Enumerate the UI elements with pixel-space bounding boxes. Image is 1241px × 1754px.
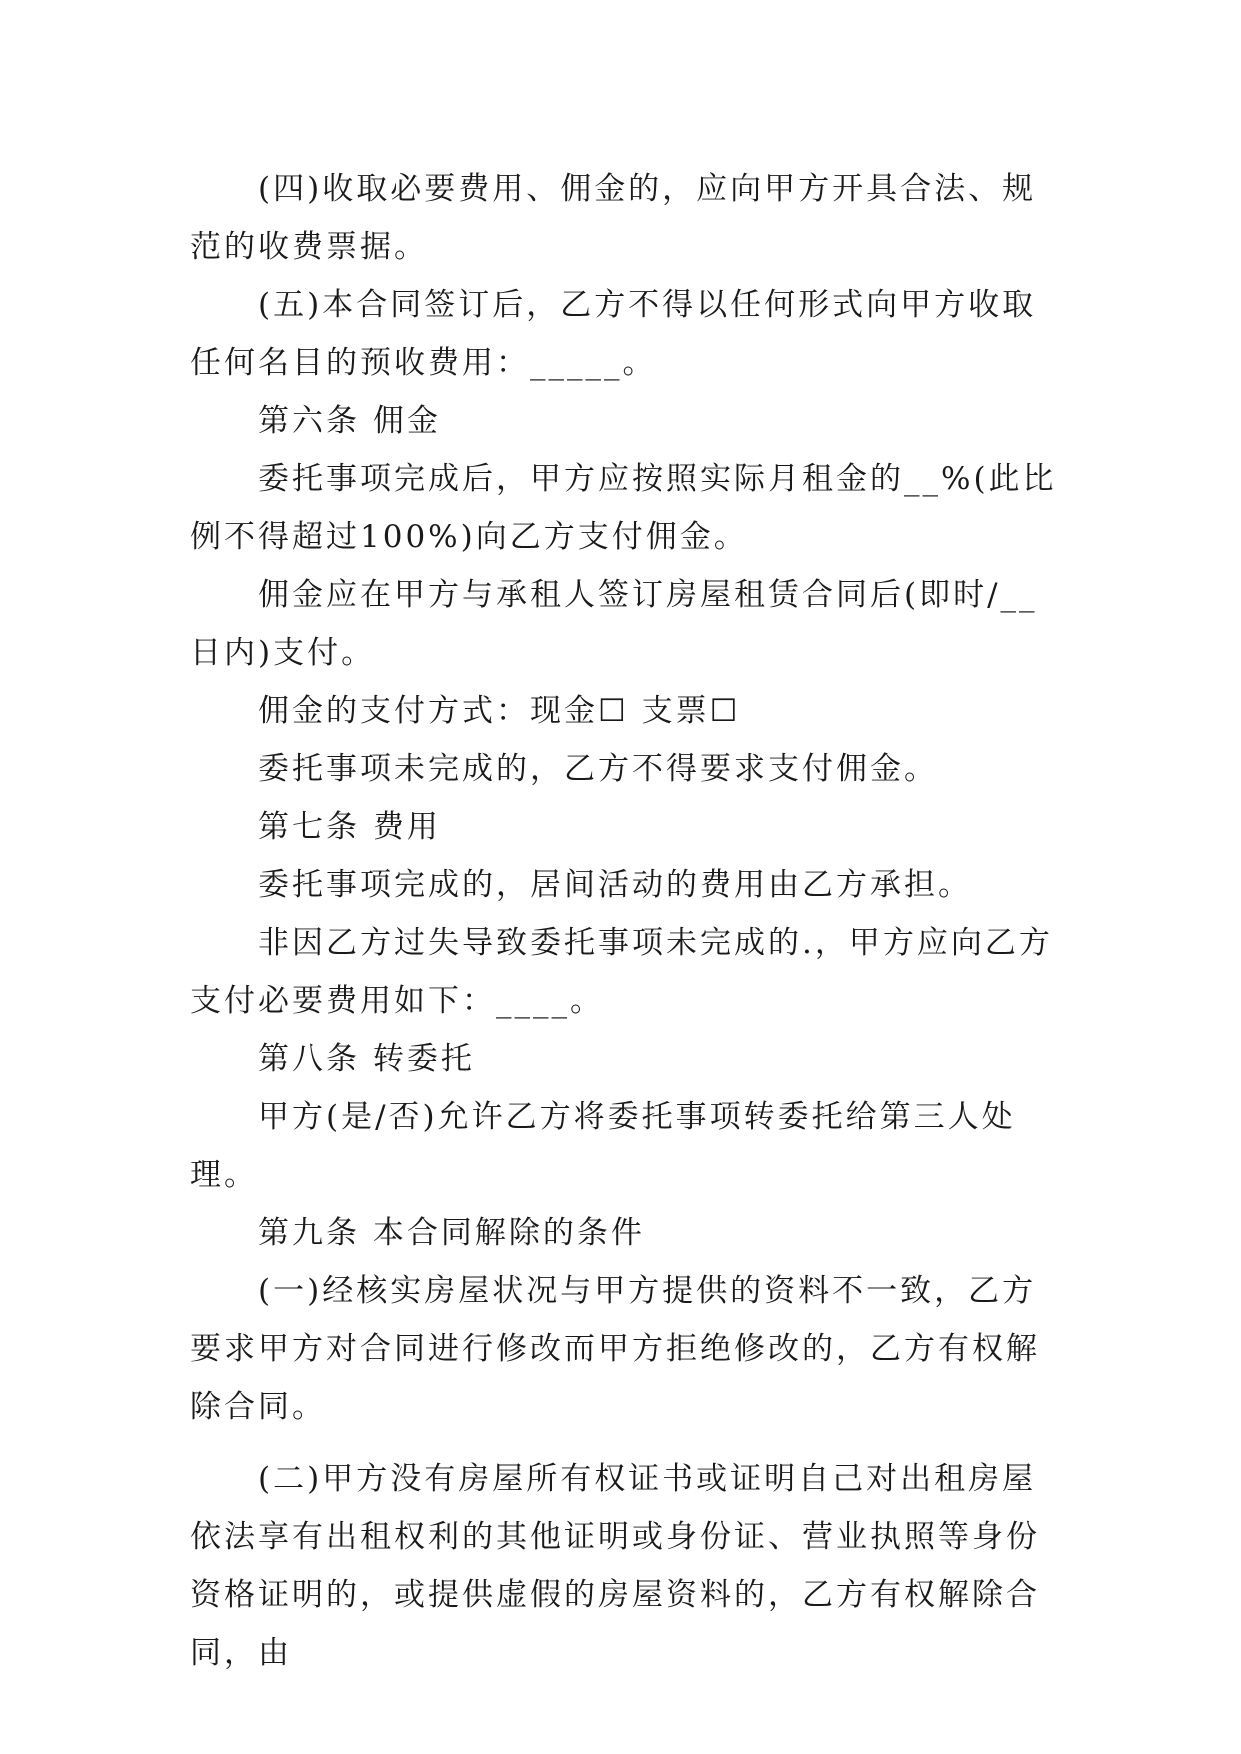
paragraph-payment-method: 佣金的支付方式：现金☐ 支票☐	[258, 693, 741, 729]
paragraph-clause-4-receipts: (四)收取必要费用、佣金的，应向甲方开具合法、规范的收费票据。	[190, 171, 1037, 265]
paragraph-subdelegation: 甲方(是/否)允许乙方将委托事项转委托给第三人处理。	[190, 1099, 1016, 1193]
paragraph-commission-rate: 委托事项完成后，甲方应按照实际月租金的__%(此比例不得超过100%)向乙方支付佣金。	[190, 461, 1057, 555]
paragraph-termination-1: (一)经核实房屋状况与甲方提供的资料不一致，乙方要求甲方对合同进行修改而甲方拒绝修改的，乙方有权解除合同。	[190, 1273, 1040, 1425]
paragraph-expenses-completed: 委托事项完成的，居间活动的费用由乙方承担。	[258, 867, 972, 903]
paragraph-expenses-uncompleted: 非因乙方过失导致委托事项未完成的.，甲方应向乙方支付必要费用如下：____。	[190, 925, 1053, 1019]
heading-article-9: 第九条 本合同解除的条件	[258, 1215, 645, 1251]
heading-article-8: 第八条 转委托	[258, 1041, 475, 1077]
paragraph-commission-timing: 佣金应在甲方与承租人签订房屋租赁合同后(即时/__日内)支付。	[190, 577, 1038, 671]
heading-article-6: 第六条 佣金	[258, 403, 441, 439]
document-body	[190, 160, 1070, 1682]
paragraph-clause-5-prepayment: (五)本合同签订后，乙方不得以任何形式向甲方收取任何名目的预收费用：_____。	[190, 287, 1037, 381]
heading-article-7: 第七条 费用	[258, 809, 441, 845]
paragraph-no-commission: 委托事项未完成的，乙方不得要求支付佣金。	[258, 751, 938, 787]
paragraph-termination-2: (二)甲方没有房屋所有权证书或证明自己对出租房屋依法享有出租权利的其他证明或身份证、营业执照等身份资格证明的，或提供虚假的房屋资料的，乙方有权解除合同，由	[190, 1461, 1040, 1671]
